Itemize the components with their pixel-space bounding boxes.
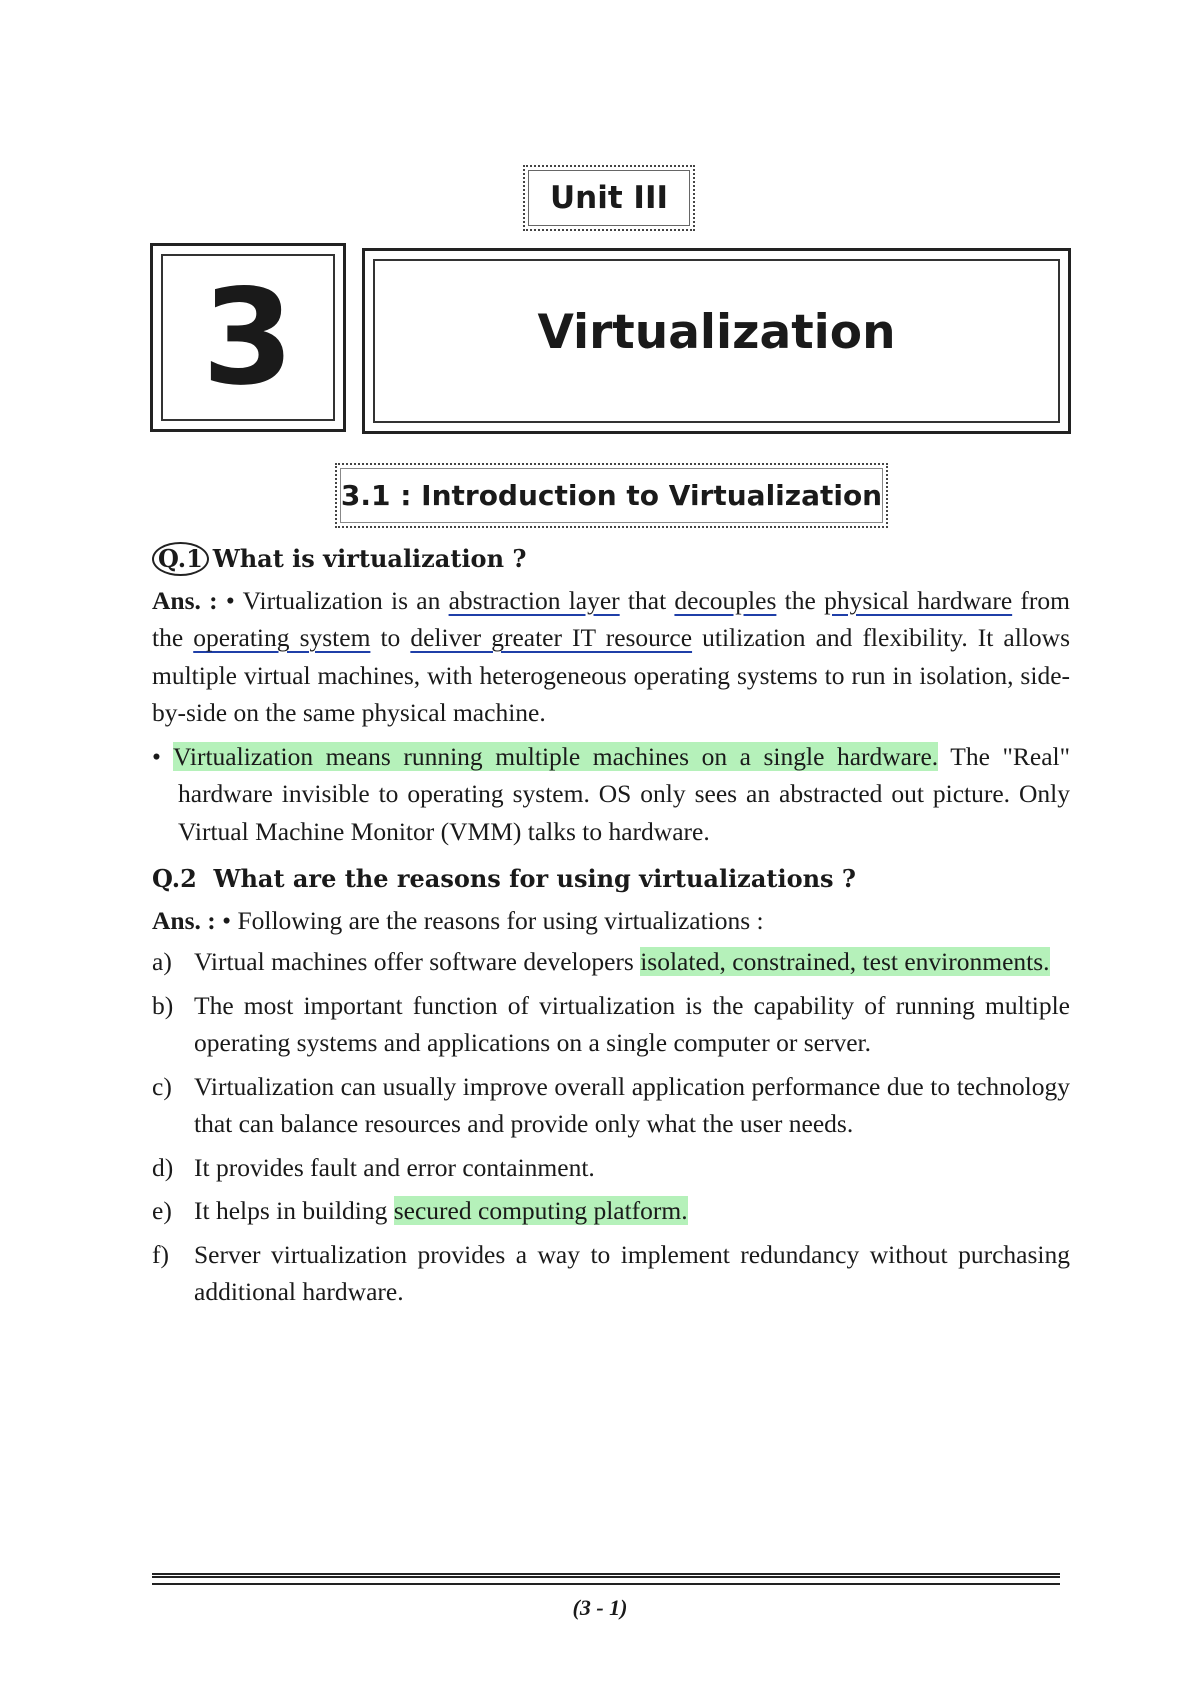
answer-2-intro-text: • Following are the reasons for using virtualizations : [222, 905, 764, 935]
list-item-text: Virtualization can usually improve overall application performance due to technology that can balance resources and provide only what the user needs. [194, 1071, 1070, 1138]
list-marker: e) [152, 1196, 172, 1225]
list-item-text: The most important function of virtualization is the capability of running multiple operating systems and applications on a single computer or server. [194, 990, 1070, 1057]
answer-1-bullet: • Virtualization means running multiple machines on a single hardware. The "Real" hardware invisible to operating system. OS only sees an abstracted out picture. Only Virtual Machine Monitor (VMM) talks to hardware. [152, 741, 1071, 846]
list-item [152, 943, 1070, 981]
answer-1-text: from the [152, 585, 1070, 652]
list-item-text [194, 943, 1070, 981]
chapter-title-box [362, 248, 1071, 434]
answer-1-text: utilization and flexibility. It allows multiple virtual machines, with heterogeneous operating systems to run in isolation, side-by-side on the same physical machine. [152, 623, 1070, 727]
page-number: (3 - 1) [572, 1595, 628, 1620]
answer-1-bullet-text: The "Real" hardware invisible to operating system. OS only sees an abstracted out picture. Only Virtual Machine Monitor (VMM) talks to hardware. [178, 741, 1071, 846]
underlined-phrase: operating system [193, 623, 371, 652]
list-item-text: Server virtualization provides a way to implement redundancy without purchasing additional hardware. [194, 1239, 1070, 1306]
underlined-phrase: deliver greater IT resource [410, 623, 693, 652]
question-2-text: What are the reasons for using virtualizations ? [213, 864, 856, 893]
list-item [152, 1068, 1070, 1143]
list-item-text-part: Virtual machines offer software developers [194, 947, 641, 976]
footer-rule [152, 1573, 1060, 1578]
answer-1-text: • Virtualization is an [225, 585, 449, 615]
main-content [152, 540, 1070, 1317]
highlighted-text: secured computing platform. [393, 1196, 688, 1225]
list-item-text [194, 1192, 1070, 1230]
list-item [152, 1236, 1070, 1311]
question-1 [152, 540, 1070, 578]
answer-label: Ans. : [152, 905, 216, 935]
list-item [152, 1149, 1070, 1187]
question-1-number: Q.1 [152, 542, 209, 576]
highlighted-text: Virtualization means running multiple machines on a single hardware. [173, 741, 939, 771]
chapter-title: Virtualization [537, 304, 896, 360]
list-marker: d) [152, 1152, 174, 1182]
list-marker: f) [152, 1239, 169, 1269]
underlined-phrase: physical hardware [824, 585, 1013, 615]
list-item-text-part: It helps in building [194, 1196, 394, 1225]
footer-rule [152, 1583, 1060, 1585]
chapter-number-box [150, 243, 346, 432]
question-2-number: Q.2 [152, 864, 197, 893]
unit-label: Unit III [523, 165, 695, 231]
list-item [152, 1192, 1070, 1230]
highlighted-text: isolated, constrained, test environments. [640, 947, 1050, 976]
answer-1-paragraph [152, 582, 1070, 732]
answer-label: Ans. : [152, 585, 218, 615]
answer-1-text: that [619, 585, 675, 615]
underlined-phrase: abstraction layer [448, 585, 620, 615]
reasons-list [152, 943, 1070, 1311]
list-item-text: It provides fault and error containment. [194, 1152, 595, 1182]
list-marker: a) [152, 947, 172, 976]
section-heading: 3.1 : Introduction to Virtualization [335, 463, 888, 528]
answer-1-text: to [370, 623, 411, 652]
question-2 [152, 860, 1070, 898]
list-marker: c) [152, 1071, 172, 1101]
chapter-number: 3 [202, 260, 294, 415]
list-item [152, 987, 1070, 1062]
list-marker: b) [152, 990, 174, 1020]
answer-1-text: the [776, 585, 825, 615]
answer-2-intro [152, 902, 1070, 940]
underlined-phrase: decouples [674, 585, 777, 615]
question-1-text: What is virtualization ? [212, 544, 527, 573]
